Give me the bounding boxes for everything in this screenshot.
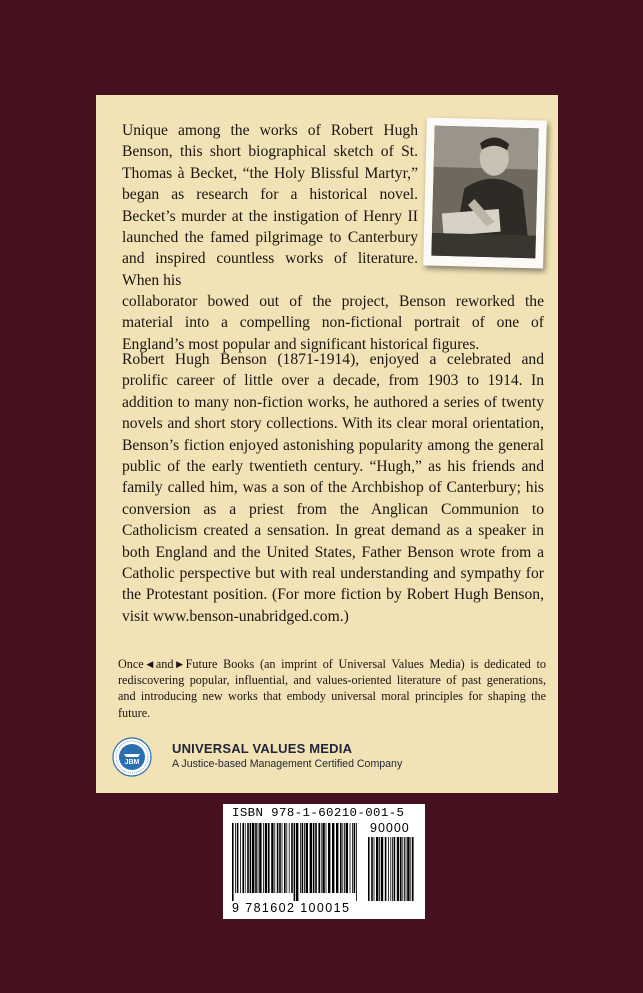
barcode-bar [294, 823, 296, 901]
barcode-addon-bar [407, 837, 409, 901]
barcode-bar [300, 823, 301, 893]
barcode-bar [237, 823, 239, 893]
barcode-bar [322, 823, 324, 893]
right-triangle-icon: ▶ [173, 659, 186, 669]
barcode-bar [263, 823, 264, 893]
barcode-bar [284, 823, 286, 893]
description-paragraph-end: collaborator bowed out of the project, Benson reworked the material into a compelling non-fictional portrait of one of England’s most popular and significant historical figures. [122, 293, 544, 353]
description-paragraph-start: Unique among the works of Robert Hugh Benson, this short biographical sketch of St. Thomas à Becket, “the Holy Blissful Martyr,” began as research for a historical novel. Becket’s murder at the instigation of Henry II launched the famed pilgrimage to Canterbury and inspired countless works of literature. When his [122, 122, 418, 289]
barcode-addon-bar [397, 837, 399, 901]
jbm-certified-seal [112, 737, 152, 777]
barcode-bar [350, 823, 351, 893]
barcode-bar [344, 823, 345, 893]
barcode-addon-bar [390, 837, 391, 901]
barcode-bar [250, 823, 252, 893]
barcode-bar [277, 823, 279, 893]
barcode-bar [240, 823, 241, 893]
barcode-addon-bar [381, 837, 383, 901]
barcode-bar [336, 823, 338, 893]
barcode-addon-bar [404, 837, 405, 901]
barcode-bars [230, 823, 416, 903]
imprint-word-and: and [155, 657, 174, 671]
author-photo [423, 117, 547, 268]
barcode-bar [340, 823, 342, 893]
barcode-addon-bar [379, 837, 380, 901]
barcode-bar [247, 823, 249, 893]
barcode-bar [252, 823, 254, 893]
price-code: 90000 [370, 821, 410, 835]
barcode-bar [318, 823, 320, 893]
barcode-bar [332, 823, 334, 893]
barcode-bar [356, 823, 357, 901]
barcode-bar [326, 823, 327, 893]
barcode-bar [321, 823, 322, 893]
publisher-name: UNIVERSAL VALUES MEDIA [172, 741, 353, 756]
barcode-bar [315, 823, 317, 893]
barcode-bar [296, 823, 298, 901]
barcode-bar [268, 823, 270, 893]
barcode-bar [259, 823, 261, 893]
barcode-bar [232, 823, 234, 901]
barcode-bar [242, 823, 244, 893]
barcode-bar [271, 823, 273, 893]
seal-text: JBM [124, 759, 140, 766]
barcode-bar [313, 823, 315, 893]
barcode-bar [354, 823, 356, 893]
imprint-description: (an imprint of Universal Values Media) is dedicated to rediscovering popular, influential, and values-oriented literature of past generations, and introducing new works that embody universal moral principles for shaping the future. [118, 657, 546, 720]
barcode-addon-bar [388, 837, 389, 901]
barcode-addon-bar [400, 837, 402, 901]
barcode-bar [235, 823, 236, 893]
left-triangle-icon: ◀ [143, 659, 156, 669]
barcode-bar [245, 823, 246, 893]
barcode-bar [282, 823, 283, 893]
barcode-addon-bar [402, 837, 403, 901]
isbn-label: ISBN 978-1-60210-001-5 [232, 806, 405, 820]
barcode-bar [274, 823, 275, 893]
barcode-bar [258, 823, 259, 893]
barcode-addon-bar [385, 837, 387, 901]
barcode-bar [342, 823, 343, 893]
barcode-bar [289, 823, 290, 893]
barcode-bar [265, 823, 267, 893]
barcode-addon-bar [368, 837, 370, 901]
barcode-bar [302, 823, 304, 893]
barcode-bar [255, 823, 257, 893]
barcode-addon-bar [410, 837, 411, 901]
barcode-addon-bar [374, 837, 375, 901]
imprint-word-once: Once [118, 657, 144, 671]
author-bio-paragraph: Robert Hugh Benson (1871-1914), enjoyed a celebrated and prolific career of little over a decade, from 1903 to 1914. In addition to many non-fiction works, he authored a series of twenty novels and short story collections. With its clear moral orientation, Benson’s fiction enjoyed astonishing popularity among the general public of the early twentieth century. “Hugh,” as his friends and family called him, was a son of the Archbishop of Canterbury; his conversion as a priest from the Anglican Communion to Catholicism created a sensation. In great demand as a speaker in both England and the United States, Father Benson wrote from a Catholic perspective but with real understanding and sympathy for the Protestant position. (For more fiction by Robert Hugh Benson, visit www.benson-unabridged.com.) [122, 351, 544, 625]
barcode-bar [352, 823, 353, 893]
barcode-bar [286, 823, 287, 893]
barcode-addon-bar [394, 837, 396, 901]
barcode-addon-bar [392, 837, 393, 901]
barcode-bar [306, 823, 308, 893]
barcode-bar [304, 823, 305, 893]
barcode-bar [328, 823, 330, 893]
barcode-addon-bar [376, 837, 378, 901]
barcode-bar [279, 823, 281, 893]
imprint-word-future-books: Future Books [185, 657, 255, 671]
barcode-bar [310, 823, 312, 893]
barcode-digits: 9 781602 100015 [232, 901, 351, 915]
imprint-paragraph [118, 656, 546, 721]
barcode-addon-bar [412, 837, 414, 901]
barcode-addon-bar [371, 837, 373, 901]
publisher-tagline: A Justice-based Management Certified Company [172, 758, 403, 770]
barcode-addon-bar [406, 837, 407, 901]
barcode-bar [346, 823, 348, 893]
barcode-bar [291, 823, 293, 893]
